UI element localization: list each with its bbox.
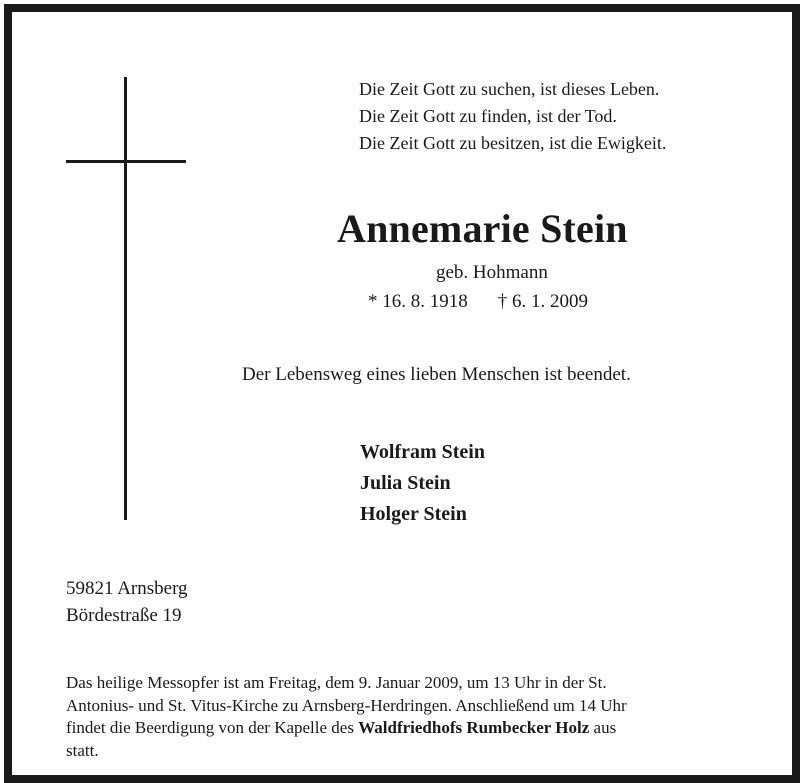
mourning-statement: Der Lebensweg eines lieben Menschen ist beendet. xyxy=(242,364,631,385)
birth-name: geb. Hohmann xyxy=(436,262,548,283)
cross-vertical-bar xyxy=(124,77,127,520)
service-text: findet die Beerdigung von der Kapelle des xyxy=(66,718,359,737)
service-line: Antonius- und St. Vitus-Kirche zu Arnsberg-Herdringen. Anschließend um 14 Uhr xyxy=(66,695,627,715)
life-dates xyxy=(368,291,588,313)
death-date: † 6. 1. 2009 xyxy=(497,291,588,312)
mourner-name: Holger Stein xyxy=(360,503,467,525)
mourners-list xyxy=(360,437,485,530)
poem-line: Die Zeit Gott zu finden, ist der Tod. xyxy=(359,106,617,126)
address-street: Bördestraße 19 xyxy=(66,605,182,626)
service-line xyxy=(66,717,757,740)
mourner-name: Wolfram Stein xyxy=(360,441,485,463)
mourner-name: Julia Stein xyxy=(360,472,451,494)
birth-date: * 16. 8. 1918 xyxy=(368,291,468,312)
poem xyxy=(359,76,666,157)
cross-horizontal-bar xyxy=(66,160,186,163)
deceased-name: Annemarie Stein xyxy=(337,206,628,251)
poem-line: Die Zeit Gott zu besitzen, ist die Ewigkeit. xyxy=(359,133,667,153)
poem-line: Die Zeit Gott zu suchen, ist dieses Leben. xyxy=(359,79,660,99)
funeral-service-notice xyxy=(66,672,757,762)
service-line: statt. xyxy=(66,740,99,760)
service-text: aus xyxy=(589,718,617,737)
obituary-frame xyxy=(4,4,800,783)
service-line: Das heilige Messopfer ist am Freitag, dem 9. Januar 2009, um 13 Uhr in der St. xyxy=(66,673,607,692)
address-city: 59821 Arnsberg xyxy=(66,578,188,599)
cemetery-name: Waldfriedhofs Rumbecker Holz xyxy=(358,718,590,737)
address xyxy=(66,575,188,629)
